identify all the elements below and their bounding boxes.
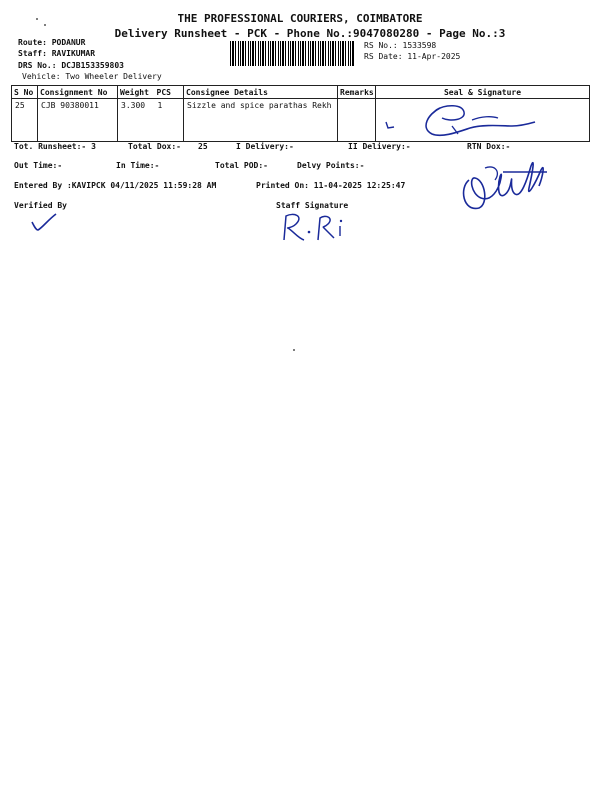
in-time: In Time:- xyxy=(116,161,160,170)
rs-date: RS Date: 11-Apr-2025 xyxy=(364,52,461,61)
verified-by-label: Verified By xyxy=(14,201,67,210)
cell-remarks xyxy=(338,99,376,142)
vehicle-label: Vehicle: Two Wheeler Delivery xyxy=(22,72,162,81)
staff-label: Staff: RAVIKUMAR xyxy=(18,49,96,58)
route-label: Route: PODANUR xyxy=(18,38,86,47)
rs-number: RS No.: 1533598 xyxy=(364,41,437,50)
cell-sno: 25 xyxy=(12,99,38,142)
cell-weight: 3.300 xyxy=(118,99,155,142)
tot-runsheet: Tot. Runsheet:- 3 xyxy=(14,142,96,151)
i-delivery: I Delivery:- xyxy=(236,142,294,151)
company-name: THE PROFESSIONAL COURIERS, COIMBATORE xyxy=(177,12,423,25)
delvy-points: Delvy Points:- xyxy=(297,161,365,170)
total-dox-value: 25 xyxy=(198,142,208,151)
col-consignment: Consignment No xyxy=(38,86,118,99)
col-remarks: Remarks xyxy=(338,86,376,99)
receiver-signature xyxy=(380,100,550,142)
staff-signature-label: Staff Signature xyxy=(276,201,349,210)
drs-number: DRS No.: DCJB153359803 xyxy=(18,61,124,70)
rtn-dox: RTN Dox:- xyxy=(467,142,511,151)
delivery-signature xyxy=(455,150,555,220)
out-time: Out Time:- xyxy=(14,161,63,170)
printed-on: Printed On: 11-04-2025 12:25:47 xyxy=(256,181,406,190)
cell-consignee: Sizzle and spice parathas Rekh xyxy=(184,99,338,142)
verification-tick xyxy=(30,210,60,234)
cell-consignment: CJB 90380011 xyxy=(38,99,118,142)
speck xyxy=(293,349,295,351)
staff-signature xyxy=(276,210,350,244)
total-pod: Total POD:- xyxy=(215,161,268,170)
table-header-row xyxy=(12,86,590,99)
col-pcs: PCS xyxy=(155,86,184,99)
col-weight: Weight xyxy=(118,86,155,99)
barcode xyxy=(230,41,354,66)
runsheet-title: Delivery Runsheet - PCK - Phone No.:9047080280 - Page No.:3 xyxy=(114,27,506,40)
total-dox-label: Total Dox:- xyxy=(128,142,181,151)
cell-pcs: 1 xyxy=(155,99,184,142)
col-sno: S No xyxy=(12,86,38,99)
col-seal-signature: Seal & Signature xyxy=(376,86,590,99)
col-consignee: Consignee Details xyxy=(184,86,338,99)
entered-by: Entered By :KAVIPCK 04/11/2025 11:59:28 AM xyxy=(14,181,217,190)
ii-delivery: II Delivery:- xyxy=(348,142,411,151)
